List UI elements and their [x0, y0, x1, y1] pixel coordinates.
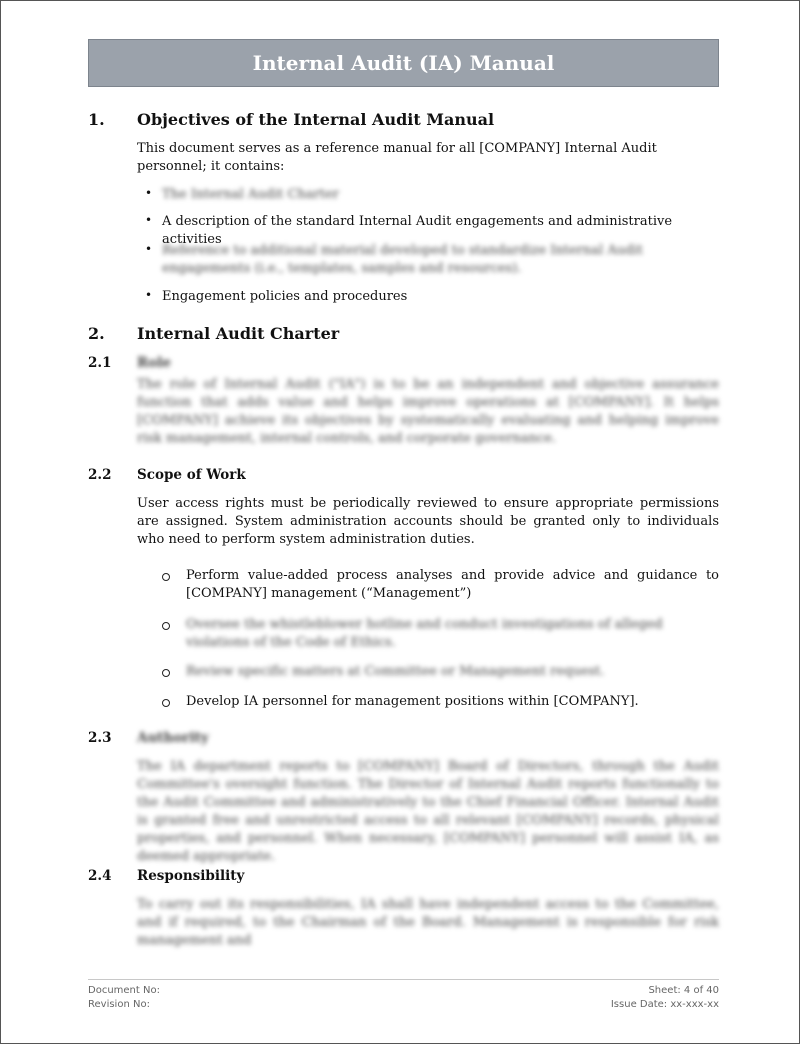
section-2-3-number: 2.3 — [88, 730, 112, 746]
bullet-dot-icon: • — [145, 186, 153, 200]
section-2-heading: Internal Audit Charter — [137, 324, 340, 343]
scope-item-4: Develop IA personnel for management positions within [COMPANY]. — [186, 694, 639, 709]
scope-item-1: Perform value-added process analyses and provide advice and guidance to [COMPANY] management (“Management”) — [186, 568, 719, 601]
circle-bullet-icon — [162, 699, 170, 707]
section-2-4-number: 2.4 — [88, 868, 112, 884]
bullet-dot-icon: • — [145, 288, 153, 302]
footer-sheet: Sheet: 4 of 40 — [648, 985, 719, 996]
section-2-1-body: The role of Internal Audit ("IA") is to be an independent and objective assurance function that adds value and helps improve operations at [COMPANY]. It helps [COMPANY] achieve its objectives by systematically evaluating and helping improve risk management, internal controls, and corporate governance. — [137, 377, 719, 446]
section-1-number: 1. — [88, 110, 105, 129]
section-2-2-number: 2.2 — [88, 467, 112, 483]
bullet-item-4: Engagement policies and procedures — [162, 289, 408, 304]
section-2-1-heading: Role — [137, 355, 171, 371]
section-1-intro: This document serves as a reference manual for all [COMPANY] Internal Audit personnel; it contains: — [137, 141, 657, 174]
section-2-number: 2. — [88, 324, 105, 343]
section-2-3-body: The IA department reports to [COMPANY] Board of Directors, through the Audit Committee's oversight function. The Director of Internal Audit reports functionally to the Audit Committee and administratively to the Chief Financial Officer. Internal Audit is granted free and unrestricted access to all relevant [COMPANY] records, physical properties, and personnel. When necessary, [COMPANY] personnel will assist IA, as deemed appropriate. — [137, 759, 719, 864]
bullet-item-2: A description of the standard Internal Audit engagements and administrative activities — [162, 214, 673, 247]
bullet-dot-icon: • — [145, 242, 153, 256]
circle-bullet-icon — [162, 573, 170, 581]
section-1-heading: Objectives of the Internal Audit Manual — [137, 110, 495, 129]
footer-revision-no: Revision No: — [88, 999, 150, 1010]
circle-bullet-icon — [162, 622, 170, 630]
scope-item-2: Oversee the whistleblower hotline and conduct investigations of alleged violations of the Code of Ethics. — [186, 617, 663, 650]
section-2-1-number: 2.1 — [88, 355, 112, 371]
section-2-4-body: To carry out its responsibilities, IA shall have independent access to the Committee, and if required, to the Chairman of the Board. Management is responsible for risk management and — [137, 897, 719, 948]
bullet-item-3: Reference to additional material developed to standardize Internal Audit engagements (i.e., templates, samples and resources). — [162, 243, 643, 276]
bullet-item-1: The Internal Audit Charter — [162, 187, 339, 202]
footer-divider — [88, 979, 719, 980]
section-2-2-body: User access rights must be periodically reviewed to ensure appropriate permissions are assigned. System administration accounts should be granted only to individuals who need to perform system administration duties. — [137, 496, 719, 547]
document-title: Internal Audit (IA) Manual — [252, 51, 555, 75]
section-2-2-heading: Scope of Work — [137, 467, 246, 483]
title-banner — [88, 39, 719, 87]
footer-issue-date: Issue Date: xx-xxx-xx — [610, 999, 719, 1010]
circle-bullet-icon — [162, 669, 170, 677]
scope-item-3: Review specific matters at Committee or Management request. — [186, 664, 605, 679]
bullet-dot-icon: • — [145, 213, 153, 227]
section-2-3-heading: Authority — [137, 730, 209, 746]
section-2-4-heading: Responsibility — [137, 868, 245, 884]
footer-document-no: Document No: — [88, 985, 160, 996]
